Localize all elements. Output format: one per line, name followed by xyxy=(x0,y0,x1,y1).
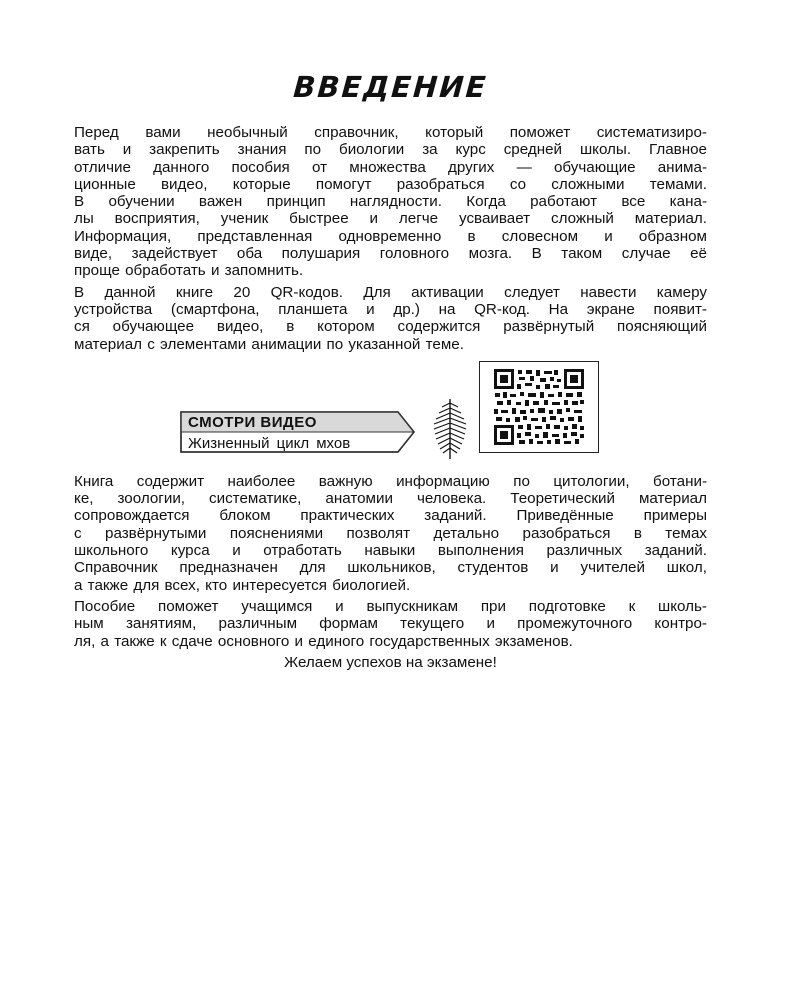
text-line: с развёрнутыми пояснениями позволят детально разобраться в темах xyxy=(74,524,707,542)
text-line: проще обработать и запомнить. xyxy=(74,262,304,280)
video-topic: Жизненный цикл мхов xyxy=(188,434,351,452)
page-title: ВВЕДЕНИЕ xyxy=(292,70,489,104)
text-line: Книга содержит наиболее важную информацию по цитологии, ботани- xyxy=(74,472,707,490)
text-line: виде, задействует оба полушария головного мозга. В таком случае её xyxy=(74,245,707,263)
text-line: ля, а также к сдаче основного и единого государственных экзаменов. xyxy=(74,632,573,650)
text-line: Справочник предназначен для школьников, студентов и учителей школ, xyxy=(74,559,707,577)
video-link-block xyxy=(74,361,707,461)
text-line: В данной книге 20 QR-кодов. Для активации следует навести камеру xyxy=(74,283,707,301)
closing-wish: Желаем успехов на экзамене! xyxy=(284,653,497,671)
text-line: Пособие поможет учащимся и выпускникам при подготовке к школь- xyxy=(74,597,707,615)
text-line: устройства (смартфона, планшета и др.) на QR-код. На экране появит- xyxy=(74,300,707,318)
qr-code-icon xyxy=(492,367,586,447)
text-line: сопровождается блоком практических заданий. Приведённые примеры xyxy=(74,507,707,525)
text-line: В обучении важен принцип наглядности. Когда работают все кана- xyxy=(74,193,707,211)
text-line: ционные видео, которые помогут разобраться со сложными темами. xyxy=(74,175,707,193)
introduction-page xyxy=(74,70,707,671)
moss-plant-icon xyxy=(430,397,470,461)
text-line: а также для всех, кто интересуется биологией. xyxy=(74,576,411,594)
text-line: материал с элементами анимации по указанной теме. xyxy=(74,335,464,353)
watch-video-heading: СМОТРИ ВИДЕО xyxy=(188,413,317,431)
help-paragraph xyxy=(74,598,707,650)
qr-code-frame[interactable] xyxy=(479,361,599,453)
text-line: Перед вами необычный справочник, который поможет систематизиро- xyxy=(74,124,707,141)
text-line: школьного курса и отработать навыки выполнения различных заданий. xyxy=(74,542,707,560)
qr-paragraph xyxy=(74,284,707,353)
text-line: ся обучающее видео, в котором содержится развёрнутый поясняющий xyxy=(74,318,707,336)
content-paragraph xyxy=(74,473,707,594)
text-line: ным занятиям, различным формам текущего и промежуточного контро- xyxy=(74,615,707,633)
text-line: Информация, представленная одновременно в словесном и образном xyxy=(74,227,707,245)
text-line: отличие данного пособия от множества других — обучающие анима- xyxy=(74,158,707,176)
text-line: ке, зоологии, систематике, анатомии человека. Теоретический материал xyxy=(74,490,707,508)
text-line: лы восприятия, ученик быстрее и легче усваивает сложный материал. xyxy=(74,210,707,228)
watch-video-banner[interactable] xyxy=(180,411,416,453)
text-line: вать и закрепить знания по биологии за курс средней школы. Главное xyxy=(74,141,707,159)
intro-paragraph xyxy=(74,124,707,280)
